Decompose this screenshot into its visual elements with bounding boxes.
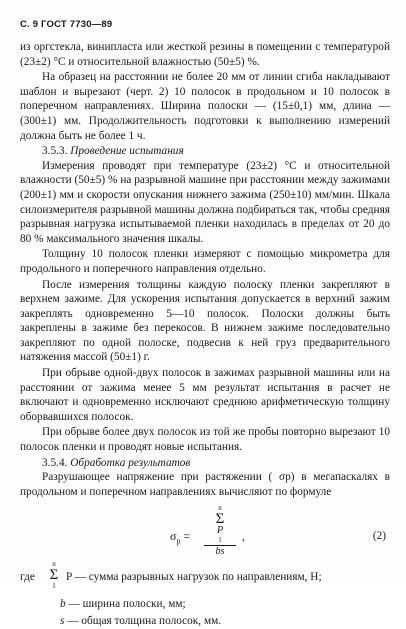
sum-upper-limit: n [52, 560, 56, 569]
section-3-5-3-heading [20, 144, 390, 159]
paragraph-2: На образец на расстоянии не более 20 мм от линии сгиба накладывают шаблон и вырезают (черт. 2) 10 полосок в продольном и 10 полосок в поперечном направлениях. Ширина полоски — (15±0,1) мм, длина — (300±1) мм. Продолжительность подготовки к выполнению измерений должна быть не более 1 ч. [20, 71, 390, 142]
formula-number: (2) [372, 530, 386, 543]
paragraph-7: При обрыве более двух полосок из той же пробы повторно вырезают 10 полосок пленки и проводят новые испытания. [20, 426, 390, 454]
formula-comma: , [242, 531, 245, 544]
paragraph-5: После измерения толщины каждую полоску пленки закрепляют в верхнем зажиме. Для ускорения испытания допускается в верхний зажим закреплять одновременно 5—10 полосок. Полоски должны быть закреплены в зажиме без перекосов. В нижнем зажиме последовательно закрепляют по одной полоске, подвесив к ней груз предварительного натяжения массой (50±1) г. [20, 278, 390, 364]
section-title: Обработка результатов [70, 456, 191, 469]
sigma-symbol: σ [170, 529, 177, 544]
section-number: 3.5.3. [42, 145, 68, 158]
sum-upper-limit: n [218, 504, 222, 513]
equals-sign: = [180, 529, 191, 544]
formula-denominator: bs [215, 546, 225, 558]
variable-s [20, 614, 390, 629]
page-header: С. 9 ГОСТ 7730—89 [20, 19, 113, 30]
paragraph-1: из оргстекла, винипласта или жесткой резины в помещении с температурой (23±2) °С и относительной влажностью (50±5) %. [20, 41, 390, 68]
where-sum [46, 561, 62, 591]
paragraph-3: Измерения проводят при температуре (23±2) °С и относительной влажности (50±5) % на разрывной машине при расстоянии между зажимами (200±1) мм и скорости опускания нижнего зажима (250±10) мм/мин. Шкала силоизмерителя разрывной машины должна подбираться так, чтобы средняя разрывная нагрузка испытываемой пленки находилась в пределах от 20 до 80 % максимального значения шкалы. [20, 159, 390, 245]
formula-lhs [170, 529, 190, 549]
where-clause [20, 561, 390, 595]
sigma-subscript: р [176, 536, 181, 546]
variable-symbol: b [60, 598, 66, 611]
section-title: Проведение испытания [70, 145, 184, 158]
sum-lower-limit: 1 [52, 582, 56, 591]
where-word: где [20, 571, 35, 584]
sum-icon: Σ [215, 511, 225, 528]
variable-description: — общая толщина полосок, мм. [64, 615, 222, 627]
section-3-5-4-heading [20, 456, 390, 471]
sum-icon: Σ [49, 567, 59, 584]
sum-lower-limit: 1 [218, 536, 222, 545]
where-definition: P — сумма разрывных нагрузок по направлениям, Н; [66, 571, 322, 584]
formula-numerator: P [216, 525, 224, 537]
formula-fraction [202, 505, 238, 557]
paragraph-8: Разрушающее напряжение при растяжении ( σр) в мегапаскалях в продольном и поперечном направлениях вычисляют по формуле [20, 471, 390, 498]
section-number: 3.5.4. [42, 456, 68, 469]
document-body [20, 40, 390, 629]
variable-symbol: s [60, 615, 65, 627]
formula-2 [20, 503, 390, 561]
paragraph-4: Толщину 10 полосок пленки измеряют с помощью микрометра для продольного и поперечного направления отдельно. [20, 248, 390, 275]
variable-b [20, 597, 390, 612]
variable-description: — ширина полоски, мм; [65, 598, 186, 611]
paragraph-6: При обрыве одной-двух полосок в зажимах разрывной машины или на расстоянии от зажима менее 5 мм результат испытания в расчет не включают и одновременно исключают среднюю арифметическую толщину оборвавшихся полосок. [20, 367, 390, 423]
